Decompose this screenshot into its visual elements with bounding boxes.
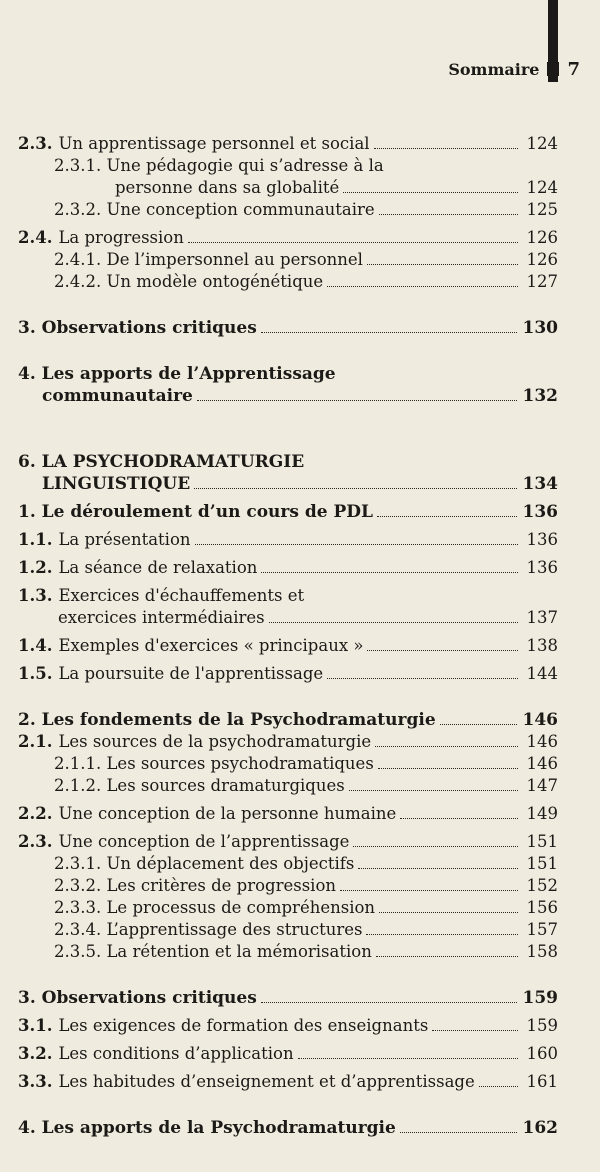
toc-leader bbox=[367, 264, 518, 265]
toc-page: 125 bbox=[526, 200, 558, 219]
toc-label: Les sources de la psychodramaturgie bbox=[58, 732, 372, 751]
toc-label: 2.1.1. Les sources psychodramatiques bbox=[54, 754, 374, 773]
toc-leader bbox=[269, 622, 518, 623]
table-of-contents bbox=[18, 133, 558, 1139]
toc-label: personne dans sa globalité bbox=[115, 178, 340, 197]
toc-entry bbox=[18, 635, 558, 657]
toc-leader bbox=[379, 214, 518, 215]
toc-label: Les conditions d’application bbox=[58, 1044, 294, 1063]
toc-entry bbox=[18, 529, 558, 551]
toc-page: 124 bbox=[526, 134, 558, 153]
toc-entry bbox=[18, 249, 558, 271]
toc-label: 2.3.2. Les critères de progression bbox=[54, 876, 337, 895]
toc-entry bbox=[18, 775, 558, 797]
toc-number: 3.2. bbox=[18, 1044, 53, 1063]
toc-page: 158 bbox=[526, 942, 558, 961]
toc-leader bbox=[261, 572, 518, 573]
toc-entry bbox=[18, 177, 558, 199]
toc-label: 2.3.5. La rétention et la mémorisation bbox=[54, 942, 372, 961]
toc-page: 146 bbox=[522, 710, 558, 730]
toc-label: 2.3.4. L’apprentissage des structures bbox=[54, 920, 363, 939]
running-header bbox=[448, 58, 580, 80]
toc-label: 2.4.1. De l’impersonnel au personnel bbox=[54, 250, 363, 269]
toc-leader bbox=[353, 846, 518, 847]
toc-leader bbox=[479, 1086, 518, 1087]
toc-chapter-title: 6. LA PSYCHODRAMATURGIE bbox=[18, 452, 305, 472]
toc-leader bbox=[378, 768, 518, 769]
toc-label: 2.1.2. Les sources dramaturgiques bbox=[54, 776, 345, 795]
toc-page: 151 bbox=[526, 832, 558, 851]
toc-entry bbox=[18, 607, 558, 629]
toc-entry bbox=[18, 1043, 558, 1065]
toc-leader bbox=[197, 400, 517, 401]
toc-page: 130 bbox=[522, 318, 558, 338]
toc-entry bbox=[18, 317, 558, 339]
toc-label: Une conception de l’apprentissage bbox=[58, 832, 350, 851]
toc-entry bbox=[18, 919, 558, 941]
toc-entry bbox=[18, 731, 558, 753]
toc-page: 132 bbox=[522, 386, 558, 406]
toc-label: La poursuite de l'apprentissage bbox=[58, 664, 324, 683]
toc-label: Exercices d'échauffements et bbox=[58, 586, 305, 605]
toc-label: La progression bbox=[58, 228, 184, 247]
toc-page: 161 bbox=[526, 1072, 558, 1091]
toc-label: 2.3.2. Une conception communautaire bbox=[54, 200, 375, 219]
toc-leader bbox=[195, 544, 518, 545]
toc-leader bbox=[400, 818, 518, 819]
toc-page: 138 bbox=[526, 636, 558, 655]
toc-leader bbox=[298, 1058, 518, 1059]
toc-leader bbox=[349, 790, 518, 791]
toc-number: 3.1. bbox=[18, 1016, 53, 1035]
toc-label-line bbox=[18, 585, 558, 607]
toc-page: 126 bbox=[526, 228, 558, 247]
toc-label: 4. Les apports de la Psychodramaturgie bbox=[18, 1118, 396, 1138]
toc-page: 146 bbox=[526, 754, 558, 773]
toc-label: 1. Le déroulement d’un cours de PDL bbox=[18, 502, 373, 522]
toc-page: 127 bbox=[526, 272, 558, 291]
toc-label: 2.3.3. Le processus de compréhension bbox=[54, 898, 376, 917]
toc-leader bbox=[432, 1030, 518, 1031]
toc-label: Un apprentissage personnel et social bbox=[58, 134, 370, 153]
toc-page: 152 bbox=[526, 876, 558, 895]
toc-label: La présentation bbox=[58, 530, 191, 549]
toc-number: 1.4. bbox=[18, 636, 53, 655]
header-title: Sommaire bbox=[448, 59, 540, 79]
header-page-number: 7 bbox=[567, 58, 580, 80]
toc-label: Exemples d'exercices « principaux » bbox=[58, 636, 364, 655]
toc-entry bbox=[18, 1117, 558, 1139]
toc-leader bbox=[340, 890, 518, 891]
toc-leader bbox=[367, 650, 518, 651]
toc-page: 159 bbox=[522, 988, 558, 1008]
toc-entry bbox=[18, 753, 558, 775]
toc-label: exercices intermédiaires bbox=[58, 608, 265, 627]
toc-entry bbox=[18, 663, 558, 685]
toc-page: 156 bbox=[526, 898, 558, 917]
toc-page: 149 bbox=[526, 804, 558, 823]
toc-entry bbox=[18, 271, 558, 293]
toc-page: 136 bbox=[526, 558, 558, 577]
toc-entry bbox=[18, 831, 558, 853]
header-square-icon bbox=[547, 62, 559, 76]
toc-leader bbox=[400, 1132, 517, 1133]
toc-page: 144 bbox=[526, 664, 558, 683]
toc-label: Une conception de la personne humaine bbox=[58, 804, 397, 823]
toc-leader bbox=[377, 516, 517, 517]
toc-entry bbox=[18, 385, 558, 407]
toc-number: 1.2. bbox=[18, 558, 53, 577]
toc-page: 134 bbox=[522, 474, 558, 494]
toc-label: Les exigences de formation des enseignants bbox=[58, 1016, 429, 1035]
toc-entry bbox=[18, 987, 558, 1009]
toc-page: 147 bbox=[526, 776, 558, 795]
toc-leader bbox=[375, 746, 518, 747]
toc-page: 136 bbox=[522, 502, 558, 522]
toc-page: 124 bbox=[526, 178, 558, 197]
toc-label-line: 4. Les apports de l’Apprentissage bbox=[18, 364, 336, 384]
toc-number: 2.1. bbox=[18, 732, 53, 751]
toc-entry bbox=[18, 709, 558, 731]
toc-page: 159 bbox=[526, 1016, 558, 1035]
toc-entry bbox=[18, 501, 558, 523]
toc-entry bbox=[18, 1071, 558, 1093]
toc-leader bbox=[366, 934, 518, 935]
toc-leader bbox=[261, 332, 517, 333]
toc-entry bbox=[18, 803, 558, 825]
toc-entry bbox=[18, 199, 558, 221]
toc-number: 2.3. bbox=[18, 832, 53, 851]
toc-entry bbox=[18, 133, 558, 155]
toc-number: 3.3. bbox=[18, 1072, 53, 1091]
toc-label: 2. Les fondements de la Psychodramaturgie bbox=[18, 710, 436, 730]
toc-number: 1.3. bbox=[18, 586, 53, 605]
toc-label-line: 2.3.1. Une pédagogie qui s’adresse à la bbox=[54, 156, 384, 175]
toc-page: 162 bbox=[522, 1118, 558, 1138]
toc-leader bbox=[327, 678, 518, 679]
toc-leader bbox=[194, 488, 516, 489]
toc-leader bbox=[374, 148, 518, 149]
toc-number: 1.1. bbox=[18, 530, 53, 549]
toc-entry bbox=[18, 875, 558, 897]
toc-page: 151 bbox=[526, 854, 558, 873]
toc-label: 2.3.1. Un déplacement des objectifs bbox=[54, 854, 355, 873]
toc-label: 3. Observations critiques bbox=[18, 318, 257, 338]
toc-label: La séance de relaxation bbox=[58, 558, 258, 577]
toc-leader bbox=[358, 868, 518, 869]
toc-entry bbox=[18, 227, 558, 249]
toc-number: 2.2. bbox=[18, 804, 53, 823]
toc-page: 157 bbox=[526, 920, 558, 939]
toc-label: 3. Observations critiques bbox=[18, 988, 257, 1008]
toc-leader bbox=[327, 286, 518, 287]
toc-leader bbox=[261, 1002, 517, 1003]
toc-entry bbox=[18, 853, 558, 875]
toc-page: 126 bbox=[526, 250, 558, 269]
toc-entry bbox=[18, 1015, 558, 1037]
toc-leader bbox=[440, 724, 517, 725]
toc-entry bbox=[18, 557, 558, 579]
toc-label: 2.4.2. Un modèle ontogénétique bbox=[54, 272, 324, 291]
toc-number: 2.4. bbox=[18, 228, 53, 247]
toc-label: communautaire bbox=[42, 386, 193, 406]
toc-leader bbox=[379, 912, 518, 913]
toc-number: 1.5. bbox=[18, 664, 53, 683]
toc-leader bbox=[188, 242, 518, 243]
toc-page: 160 bbox=[526, 1044, 558, 1063]
toc-leader bbox=[376, 956, 518, 957]
toc-number: 2.3. bbox=[18, 134, 53, 153]
toc-page: 136 bbox=[526, 530, 558, 549]
toc-label: LINGUISTIQUE bbox=[42, 474, 191, 494]
toc-entry bbox=[18, 473, 558, 495]
toc-page: 146 bbox=[526, 732, 558, 751]
toc-label: Les habitudes d’enseignement et d’apprentissage bbox=[58, 1072, 475, 1091]
toc-page: 137 bbox=[526, 608, 558, 627]
toc-entry bbox=[18, 897, 558, 919]
toc-leader bbox=[343, 192, 518, 193]
toc-entry bbox=[18, 941, 558, 963]
